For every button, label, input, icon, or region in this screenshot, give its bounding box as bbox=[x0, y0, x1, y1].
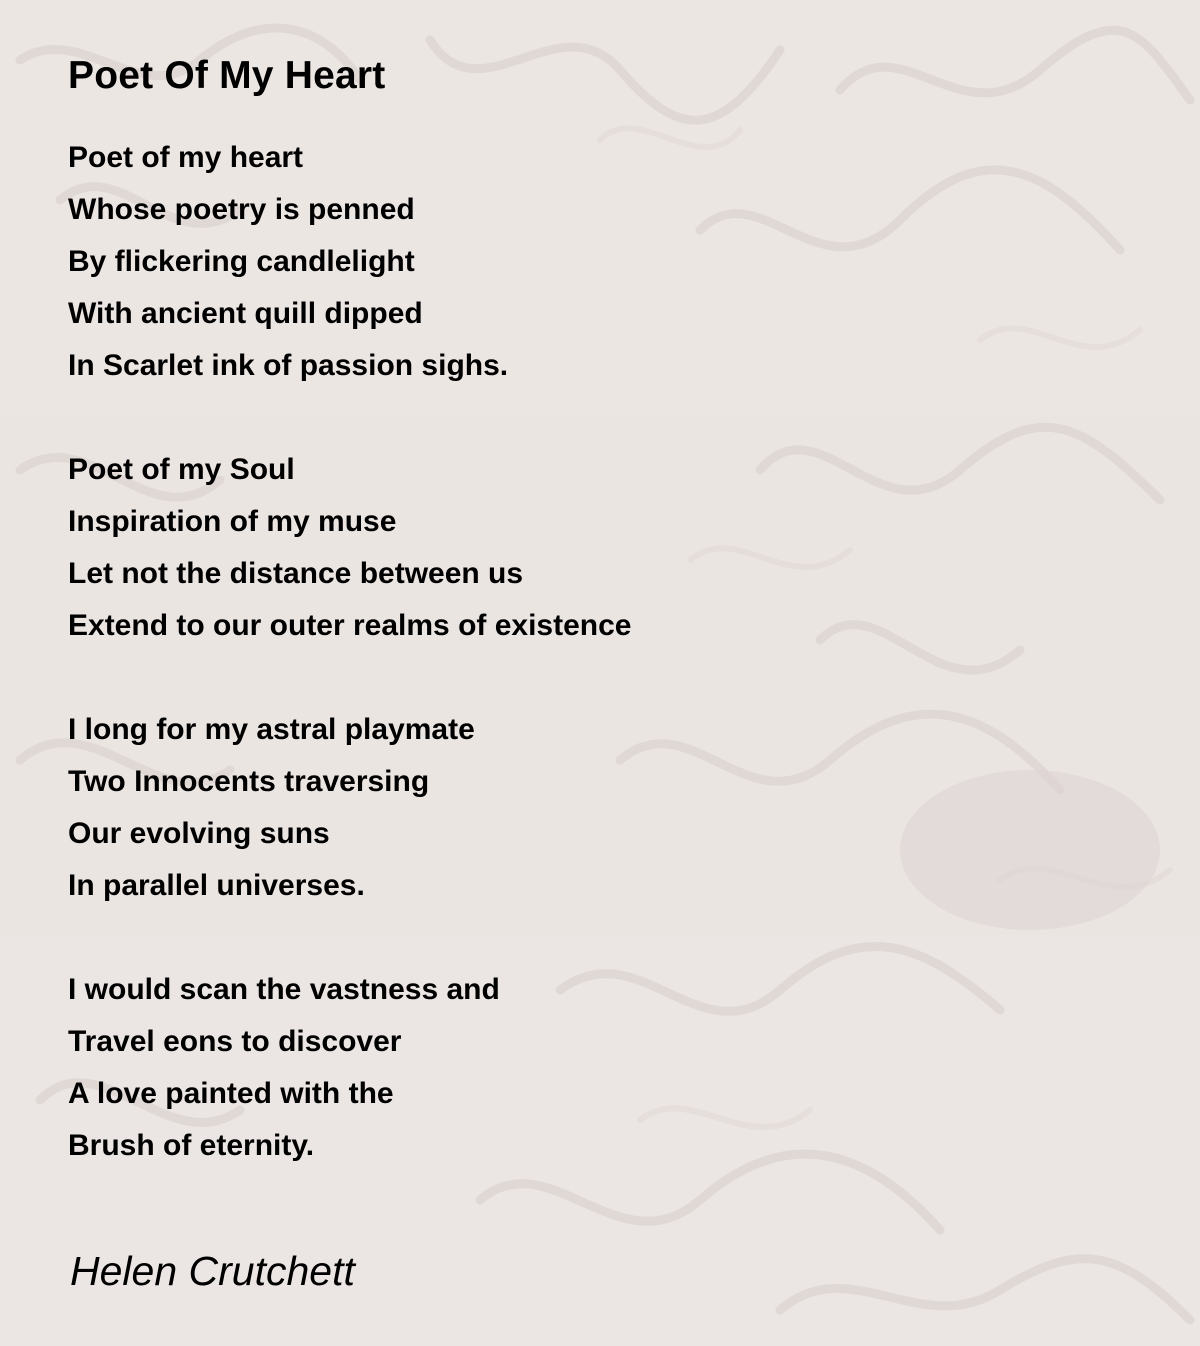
poem-body bbox=[68, 132, 1148, 1172]
stanza-2 bbox=[68, 444, 1148, 652]
poem-line: Extend to our outer realms of existence bbox=[68, 609, 632, 642]
poem-line: Let not the distance between us bbox=[68, 557, 524, 590]
poem-author: Helen Crutchett bbox=[70, 1248, 355, 1294]
poem-line: By flickering candlelight bbox=[68, 245, 415, 278]
stanza-1 bbox=[68, 132, 1148, 392]
poem-line: With ancient quill dipped bbox=[68, 297, 423, 330]
poem-line: Travel eons to discover bbox=[68, 1025, 402, 1058]
poem-line: Our evolving suns bbox=[68, 817, 330, 850]
poem-line: Brush of eternity. bbox=[68, 1129, 315, 1162]
poem-line: Two Innocents traversing bbox=[68, 765, 430, 798]
poem-line: I long for my astral playmate bbox=[68, 713, 475, 746]
poem-line: In Scarlet ink of passion sighs. bbox=[68, 349, 509, 382]
poem-content bbox=[68, 50, 1148, 1224]
poem-line: Inspiration of my muse bbox=[68, 505, 397, 538]
stanza-4 bbox=[68, 964, 1148, 1172]
poem-line: Whose poetry is penned bbox=[68, 193, 415, 226]
poem-line: I would scan the vastness and bbox=[68, 973, 500, 1006]
stanza-3 bbox=[68, 704, 1148, 912]
poem-line: Poet of my Soul bbox=[68, 453, 295, 486]
poem-title: Poet Of My Heart bbox=[68, 54, 386, 97]
poem-line: In parallel universes. bbox=[68, 869, 365, 902]
poem-line: Poet of my heart bbox=[68, 141, 304, 174]
poem-line: A love painted with the bbox=[68, 1077, 394, 1110]
